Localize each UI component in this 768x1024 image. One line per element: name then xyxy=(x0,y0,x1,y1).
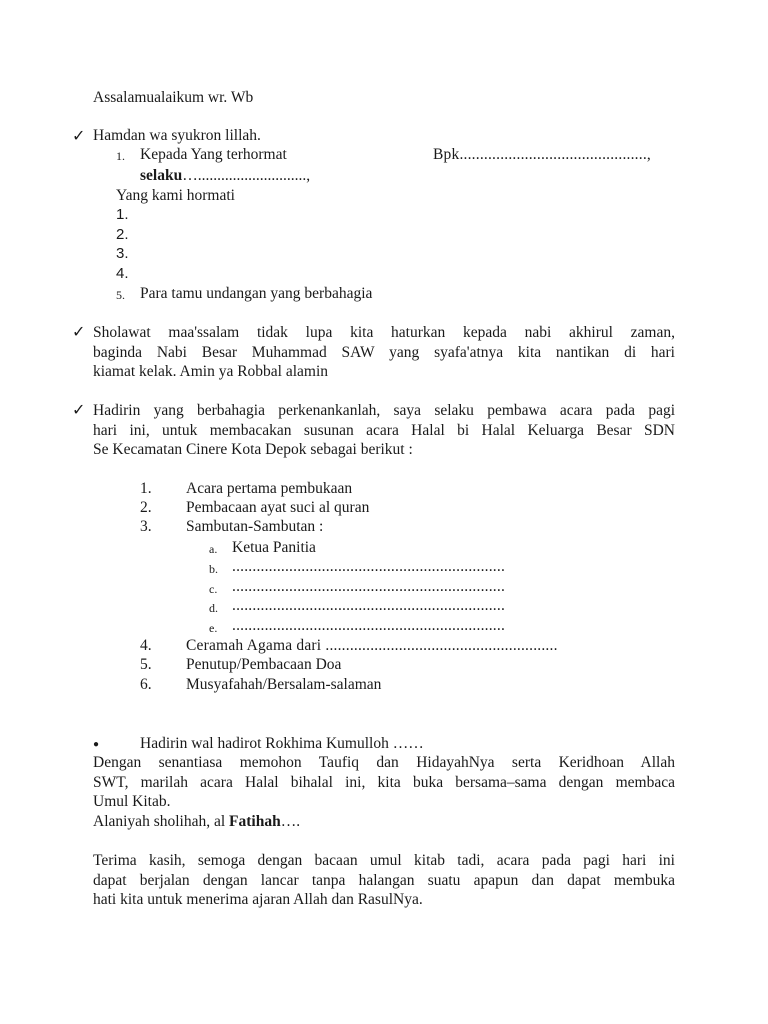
agenda-number: 4. xyxy=(140,637,152,654)
paragraph-line: Se Kecamatan Cinere Kota Depok sebagai berikut : xyxy=(93,441,413,458)
paragraph-line: dapat berjalan dengan lancar tanpa halangan suatu apapun dan dapat membuka xyxy=(93,871,675,889)
section1-title: Hamdan wa syukron lillah. xyxy=(93,127,261,144)
list-number: 1. xyxy=(116,149,125,163)
list-number: 5. xyxy=(116,288,125,302)
paragraph-line: Umul Kitab. xyxy=(93,793,171,810)
selaku-bold: selaku xyxy=(140,167,183,184)
sub-letter: d. xyxy=(209,601,218,615)
agenda-item: Pembacaan ayat suci al quran xyxy=(186,499,370,516)
closing-title: Hadirin wal hadirot Rokhima Kumulloh …… xyxy=(140,735,424,752)
check-mark-icon: ✓ xyxy=(72,400,86,419)
section2-paragraph xyxy=(93,323,675,382)
paragraph-line: SWT, marilah acara Halal bihalal ini, kita buka bersama–sama dengan membaca xyxy=(93,773,675,791)
paragraph-line: hari ini, untuk membacakan susunan acara Halal bi Halal Keluarga Besar SDN xyxy=(93,421,675,439)
section3-paragraph xyxy=(93,401,675,460)
fatihah-suffix: …. xyxy=(280,813,301,830)
selaku-line xyxy=(140,166,310,186)
fatihah-prefix: Alaniyah sholihah, al xyxy=(93,813,230,830)
paragraph-line: Terima kasih, semoga dengan bacaan umul kitab tadi, acara pada pagi hari ini xyxy=(93,852,675,869)
fatihah-bold: Fatihah xyxy=(229,813,281,830)
check-mark-icon: ✓ xyxy=(72,126,86,145)
sub-letter: c. xyxy=(209,582,218,596)
paragraph-line: baginda Nabi Besar Muhammad SAW yang syafa'atnya kita nantikan di hari xyxy=(93,343,675,361)
sub-letter: a. xyxy=(209,542,218,556)
list-number: 2. xyxy=(116,226,129,243)
agenda-item: Penutup/Pembacaan Doa xyxy=(186,656,342,673)
list-number: 1. xyxy=(116,206,129,223)
list-number: 3. xyxy=(116,245,129,262)
agenda-number: 5. xyxy=(140,656,152,673)
agenda-number: 2. xyxy=(140,499,152,516)
list-number: 4. xyxy=(116,265,129,282)
thanks-paragraph xyxy=(93,851,675,910)
paragraph-line: Dengan senantiasa memohon Taufiq dan HidayahNya serta Keridhoan Allah xyxy=(93,754,675,771)
paragraph-line: Hadirin yang berbahagia perkenankanlah, saya selaku pembawa acara pada pagi xyxy=(93,402,675,419)
selaku-dots: …............................, xyxy=(182,167,311,184)
subtitle: Yang kami hormati xyxy=(116,187,235,204)
item1-label: Kepada Yang terhormat xyxy=(140,146,287,163)
sub-item: Ketua Panitia xyxy=(232,539,316,556)
bullet-icon: ● xyxy=(93,739,100,750)
sub-item: ................................................................... xyxy=(232,558,506,575)
paragraph-line: Sholawat maa'ssalam tidak lupa kita haturkan kepada nabi akhirul zaman, xyxy=(93,324,675,341)
agenda-item: Sambutan-Sambutan : xyxy=(186,518,324,535)
agenda-number: 3. xyxy=(140,518,152,535)
paragraph-line: hati kita untuk menerima ajaran Allah dan RasulNya. xyxy=(93,891,423,908)
greeting: Assalamualaikum wr. Wb xyxy=(93,89,254,106)
check-mark-icon: ✓ xyxy=(72,322,86,341)
agenda-item: Ceramah Agama dari ......................................................... xyxy=(186,637,558,654)
paragraph-line: kiamat kelak. Amin ya Robbal alamin xyxy=(93,363,329,380)
sub-item: ................................................................... xyxy=(232,617,506,634)
bpk-field: Bpk.............................................., xyxy=(433,146,651,163)
fatihah-line xyxy=(93,812,300,832)
sub-letter: e. xyxy=(209,621,218,635)
agenda-number: 1. xyxy=(140,480,152,497)
agenda-number: 6. xyxy=(140,676,152,693)
sub-item: ................................................................... xyxy=(232,578,506,595)
agenda-item: Acara pertama pembukaan xyxy=(186,480,353,497)
agenda-item: Musyafahah/Bersalam-salaman xyxy=(186,676,382,693)
sub-letter: b. xyxy=(209,562,218,576)
closing-paragraph xyxy=(93,753,675,812)
item5-label: Para tamu undangan yang berbahagia xyxy=(140,285,373,302)
sub-item: ................................................................... xyxy=(232,597,506,614)
